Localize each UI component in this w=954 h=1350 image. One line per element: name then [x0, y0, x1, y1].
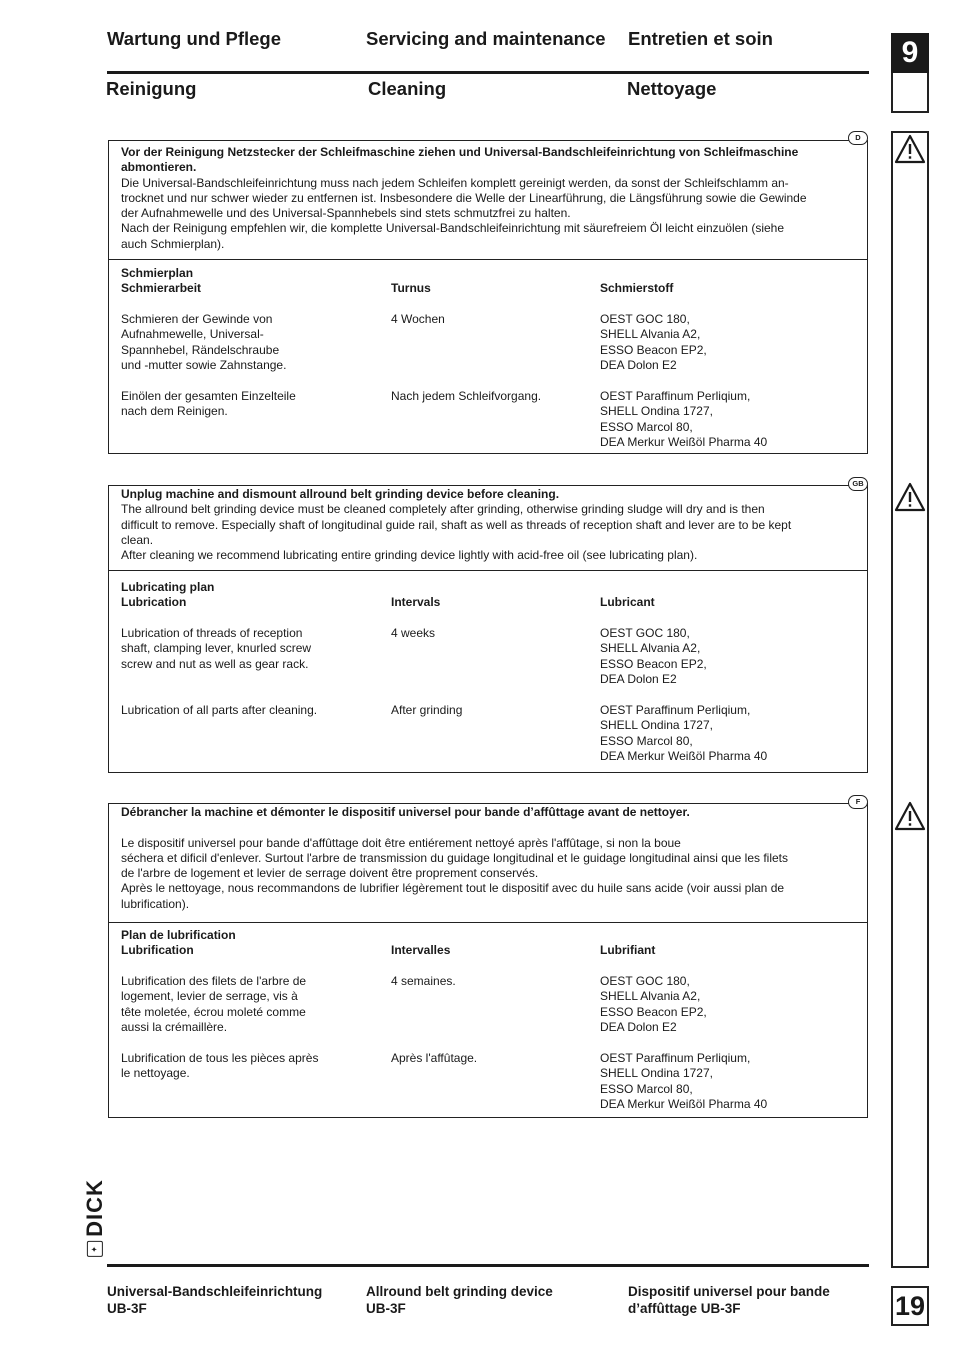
logo-text: DICK: [81, 1179, 107, 1237]
intro-line: trocknet und nur schwer wieder zu entfernen ist. Insbesondere die Welle der Linearführung, die Längsführung sowie die Gewinde: [121, 190, 807, 205]
row-work: Lubrication of all parts after cleaning.: [121, 703, 318, 717]
column-header-lubricant: Lubricant: [600, 595, 655, 609]
intro-line: lubrification).: [121, 896, 190, 911]
section-title-de: Wartung und Pflege: [107, 28, 282, 49]
intro-line: Nach der Reinigung empfehlen wir, die komplette Universal-Bandschleifeinrichtung mit säurefreiem Öl leicht einzuölen (siehe: [121, 221, 784, 236]
subsection-title-fr: Nettoyage: [627, 78, 717, 99]
header-rule: [107, 71, 869, 74]
intro-line: auch Schmierplan).: [121, 236, 225, 251]
chapter-number: 9: [891, 33, 929, 73]
logo-mark-icon: ✦: [87, 1241, 103, 1257]
sidebar-frame: [891, 131, 929, 1268]
row-interval: 4 Wochen: [391, 312, 445, 326]
intro-line: der Aufnahmewelle und des Universal-Spannhebels sind stets schmutzfrei zu halten.: [121, 206, 571, 221]
lang-badge-icon: D: [848, 131, 868, 145]
row-interval: After grinding: [391, 703, 463, 717]
row-lubricant: OEST GOC 180, SHELL Alvania A2, ESSO Beacon EP2, DEA Dolon E2: [600, 974, 707, 1034]
intro-line: séchera et dificil d'enlever. Surtout l'arbre de transmission du guidage longitudinal et le guidage longitudinal ainsi que les filets: [121, 850, 788, 865]
row-lubricant: OEST GOC 180, SHELL Alvania A2, ESSO Beacon EP2, DEA Dolon E2: [600, 626, 707, 686]
footer-product-de: Universal-Bandschleifeinrichtung UB-3F: [107, 1284, 323, 1316]
section-title-en: Servicing and maintenance: [366, 28, 606, 49]
intro-line: Le dispositif universel pour bande d'affûttage doit être entiérement nettoyé après l'affûtage, si non la boue: [121, 835, 681, 850]
intro-line: clean.: [121, 532, 154, 547]
warning-triangle-icon: [894, 482, 926, 512]
row-interval: Nach jedem Schleifvorgang.: [391, 389, 542, 403]
intro-text: [121, 487, 851, 563]
row-lubricant: OEST GOC 180, SHELL Alvania A2, ESSO Beacon EP2, DEA Dolon E2: [600, 312, 707, 372]
french-block: [108, 803, 868, 1118]
row-work: Schmieren der Gewinde von Aufnahmewelle, Universal- Spannhebel, Rändelschraube und -mutter sowie Zahnstange.: [121, 312, 287, 372]
intro-line: [121, 820, 851, 835]
column-header-work: Schmierarbeit: [121, 281, 202, 295]
column-header-lubricant: Schmierstoff: [600, 281, 674, 295]
row-lubricant: OEST Paraffinum Perliqium, SHELL Ondina 1727, ESSO Marcol 80, DEA Merkur Weißöl Pharma 40: [600, 1051, 768, 1111]
german-block: [108, 140, 868, 454]
subsection-title-de: Reinigung: [106, 78, 197, 99]
row-work: Lubrification des filets de l'arbre de logement, levier de serrage, vis à tête moletée, écrou moleté comme aussi la crémaillère.: [121, 974, 307, 1034]
intro-warning: Vor der Reinigung Netzstecker der Schleifmaschine ziehen und Universal-Bandschleifeinrichtung von Schleifmaschine abmontieren.: [121, 145, 799, 175]
row-interval: 4 semaines.: [391, 974, 456, 988]
lang-badge-icon: GB: [848, 477, 868, 491]
intro-warning: Débrancher la machine et démonter le dispositif universel pour bande d’affûttage avant de nettoyer.: [121, 805, 690, 819]
warning-triangle-icon: [894, 134, 926, 164]
column-header-work: Lubrification: [121, 943, 194, 957]
column-header-interval: Turnus: [391, 281, 431, 295]
plan-title: Lubricating plan: [121, 580, 215, 594]
column-header-lubricant: Lubrifiant: [600, 943, 656, 957]
row-interval: 4 weeks: [391, 626, 436, 640]
column-header-interval: Intervals: [391, 595, 441, 609]
plan-title: Schmierplan: [121, 266, 194, 280]
intro-line: difficult to remove. Especially shaft of longitudinal guide rail, shaft as well as threads of reception shaft and lever are to be kept: [121, 517, 792, 532]
intro-text: [121, 805, 851, 912]
row-work: Einölen der gesamten Einzelteile nach dem Reinigen.: [121, 389, 296, 419]
subsection-title-en: Cleaning: [368, 78, 447, 99]
row-lubricant: OEST Paraffinum Perliqium, SHELL Ondina 1727, ESSO Marcol 80, DEA Merkur Weißöl Pharma 40: [600, 703, 768, 763]
row-work: Lubrication of threads of reception shaft, clamping lever, knurled screw screw and nut as well as gear rack.: [121, 626, 312, 671]
warning-triangle-icon: [894, 801, 926, 831]
intro-line: de l'arbre de logement et levier de serrage doivent être proprement conservés.: [121, 866, 539, 881]
footer-product-fr: Dispositif universel pour bande d’affûttage UB-3F: [628, 1284, 830, 1316]
english-block: [108, 485, 868, 773]
section-title-fr: Entretien et soin: [628, 28, 773, 49]
footer-rule: [107, 1264, 869, 1267]
intro-line: The allround belt grinding device must be cleaned completely after grinding, otherwise grinding sludge will dry and is then: [121, 502, 765, 517]
column-header-work: Lubrication: [121, 595, 187, 609]
intro-line: Après le nettoyage, nous recommandons de lubrifier légèrement tout le dispositif avec du huile sans acide (voir aussi plan de: [121, 881, 785, 896]
plan-title: Plan de lubrification: [121, 928, 236, 942]
intro-warning: Unplug machine and dismount allround belt grinding device before cleaning.: [121, 487, 560, 501]
row-lubricant: OEST Paraffinum Perliqium, SHELL Ondina 1727, ESSO Marcol 80, DEA Merkur Weißöl Pharma 40: [600, 389, 768, 449]
row-interval: Après l'affûtage.: [391, 1051, 478, 1065]
page-number: 19: [891, 1286, 929, 1326]
dick-logo-icon: [82, 1179, 108, 1257]
column-header-interval: Intervalles: [391, 943, 451, 957]
intro-line: Die Universal-Bandschleifeinrichtung muss nach jedem Schleifen komplett gereinigt werden, da sonst der Schleifschlamm an-: [121, 175, 789, 190]
footer-product-en: Allround belt grinding device UB-3F: [366, 1284, 553, 1316]
intro-line: After cleaning we recommend lubricating entire grinding device lightly with acid-free oil (see lubricating plan).: [121, 548, 698, 563]
row-work: Lubrification de tous les pièces après le nettoyage.: [121, 1051, 319, 1081]
lang-badge-icon: F: [848, 795, 868, 809]
intro-text: [121, 145, 851, 252]
